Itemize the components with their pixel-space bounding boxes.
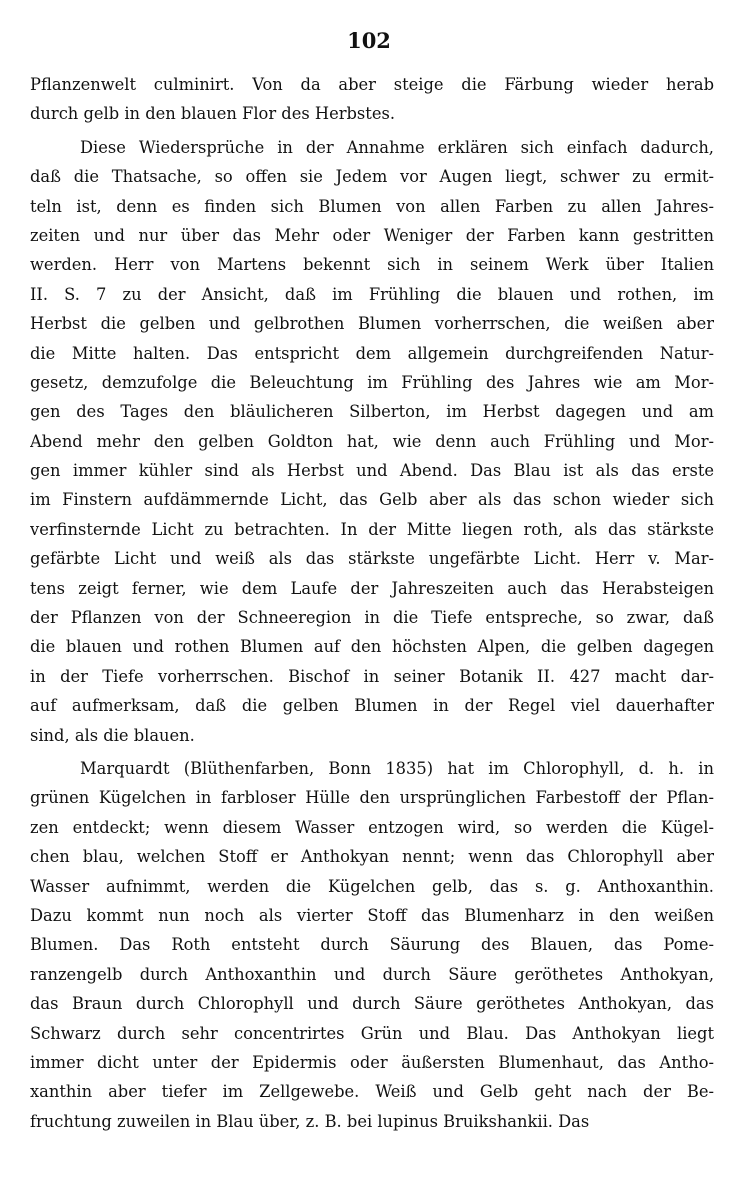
- text-line: xanthin aber tiefer im Zellgewebe. Weiß und Gelb geht nach der Be-: [30, 1082, 714, 1102]
- body-text: [30, 70, 714, 1136]
- text-line: Dazu kommt nun noch als vierter Stoff das Blumenharz in den weißen: [30, 905, 714, 925]
- text-line: ranzengelb durch Anthoxanthin und durch Säure geröthetes Anthokyan,: [30, 964, 714, 984]
- text-line: tens zeigt ferner, wie dem Laufe der Jahreszeiten auch das Herabsteigen: [30, 578, 714, 598]
- text-line: zeiten und nur über das Mehr oder Weniger der Farben kann gestritten: [30, 225, 714, 245]
- text-line: gen des Tages den bläulicheren Silberton, im Herbst dagegen und am: [30, 402, 714, 422]
- text-line: chen blau, welchen Stoff er Anthokyan nennt; wenn das Chlorophyll aber: [30, 847, 714, 867]
- text-line: Marquardt (Blüthenfarben, Bonn 1835) hat im Chlorophyll, d. h. in: [80, 758, 714, 778]
- text-line: die Mitte halten. Das entspricht dem allgemein durchgreifenden Natur-: [30, 343, 714, 363]
- text-line: auf aufmerksam, daß die gelben Blumen in der Regel viel dauerhafter: [30, 696, 714, 716]
- text-line: Wasser aufnimmt, werden die Kügelchen gelb, das s. g. Anthoxanthin.: [30, 876, 714, 896]
- text-line: werden. Herr von Martens bekennt sich in seinem Werk über Italien: [30, 255, 714, 275]
- text-line: II. S. 7 zu der Ansicht, daß im Frühling die blauen und rothen, im: [30, 284, 714, 304]
- text-line: die blauen und rothen Blumen auf den höchsten Alpen, die gelben dagegen: [30, 637, 714, 657]
- text-line: sind, als die blauen.: [30, 725, 195, 745]
- text-line: im Finstern aufdämmernde Licht, das Gelb aber als das schon wieder sich: [30, 490, 714, 510]
- text-line: Schwarz durch sehr concentrirtes Grün und Blau. Das Anthokyan liegt: [30, 1023, 714, 1043]
- text-line: durch gelb in den blauen Flor des Herbstes.: [30, 104, 395, 124]
- text-line: Diese Wiedersprüche in der Annahme erklären sich einfach dadurch,: [80, 137, 714, 157]
- text-line: zen entdeckt; wenn diesem Wasser entzogen wird, so werden die Kügel-: [30, 817, 714, 837]
- text-line: grünen Kügelchen in farbloser Hülle den ursprünglichen Farbestoff der Pflan-: [30, 788, 714, 808]
- text-line: Blumen. Das Roth entsteht durch Säurung des Blauen, das Pome-: [30, 935, 714, 955]
- text-line: in der Tiefe vorherrschen. Bischof in seiner Botanik II. 427 macht dar-: [30, 666, 714, 686]
- page-number: 102: [347, 28, 391, 53]
- text-line: teln ist, denn es finden sich Blumen von allen Farben zu allen Jahres-: [30, 196, 714, 216]
- text-line: Abend mehr den gelben Goldton hat, wie denn auch Frühling und Mor-: [30, 431, 714, 451]
- text-line: gen immer kühler sind als Herbst und Abend. Das Blau ist als das erste: [30, 461, 714, 481]
- text-line: der Pflanzen von der Schneeregion in die Tiefe entspreche, so zwar, daß: [30, 608, 714, 628]
- text-line: verfinsternde Licht zu betrachten. In der Mitte liegen roth, als das stärkste: [30, 519, 714, 539]
- paragraph: [30, 70, 714, 129]
- paragraph: [30, 754, 714, 1136]
- text-line: gefärbte Licht und weiß als das stärkste ungefärbte Licht. Herr v. Mar-: [30, 549, 714, 569]
- text-line: das Braun durch Chlorophyll und durch Säure geröthetes Anthokyan, das: [30, 994, 714, 1014]
- text-line: gesetz, demzufolge die Beleuchtung im Frühling des Jahres wie am Mor-: [30, 372, 714, 392]
- paragraph: [30, 133, 714, 750]
- text-line: Pflanzenwelt culminirt. Von da aber steige die Färbung wieder herab: [30, 75, 714, 94]
- text-line: daß die Thatsache, so offen sie Jedem vor Augen liegt, schwer zu ermit-: [30, 167, 714, 187]
- text-line: fruchtung zuweilen in Blau über, z. B. bei lupinus Bruikshankii. Das: [30, 1111, 590, 1131]
- text-line: Herbst die gelben und gelbrothen Blumen vorherrschen, die weißen aber: [30, 314, 714, 334]
- text-line: immer dicht unter der Epidermis oder äußersten Blumenhaut, das Antho-: [30, 1052, 714, 1072]
